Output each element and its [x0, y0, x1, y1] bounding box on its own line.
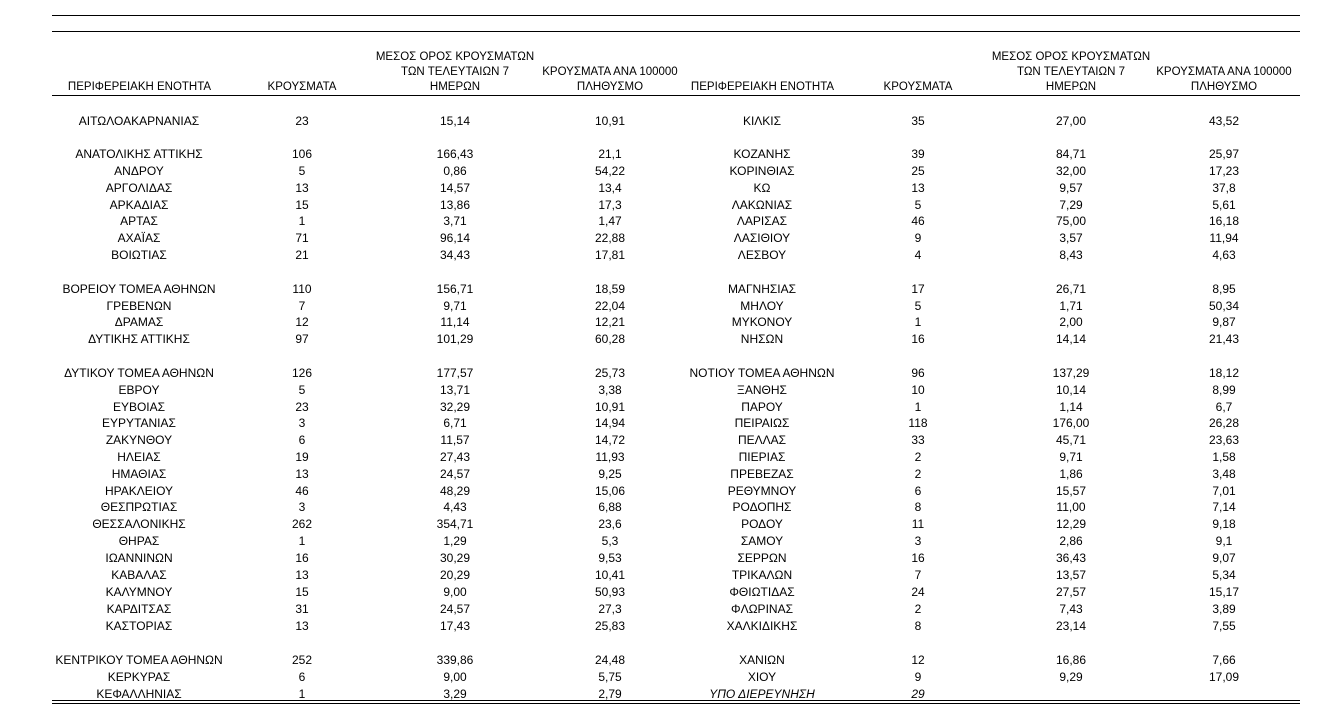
- left-cell-region: ΒΟΡΕΙΟΥ ΤΟΜΕΑ ΑΘΗΝΩΝ: [62, 282, 216, 296]
- left-cell-avg: 20,29: [439, 568, 471, 582]
- right-cell-cases: 96: [911, 366, 925, 380]
- right-cell-region: ΡΕΘΥΜΝΟΥ: [727, 484, 797, 498]
- left-cell-region: ΔΡΑΜΑΣ: [114, 315, 164, 329]
- left-cell-cases: 6: [298, 433, 306, 447]
- right-cell-cases: 2: [914, 602, 922, 616]
- left-cell-avg: 156,71: [436, 282, 474, 296]
- right-cell-per100k: 43,52: [1208, 114, 1240, 128]
- right-cell-region: ΞΑΝΘΗΣ: [737, 383, 787, 397]
- right-cell-cases: 1: [914, 400, 922, 414]
- right-cell-avg: 36,43: [1055, 551, 1087, 565]
- left-cell-cases: 15: [295, 198, 309, 212]
- right-cell-per100k: 25,97: [1208, 147, 1240, 161]
- left-cell-avg: 3,29: [443, 687, 467, 701]
- right-cell-region: ΝΟΤΙΟΥ ΤΟΜΕΑ ΑΘΗΝΩΝ: [689, 366, 835, 380]
- right-cell-cases: 33: [911, 433, 925, 447]
- right-cell-cases: 9: [914, 670, 922, 684]
- left-cell-region: ΔΥΤΙΚΗΣ ΑΤΤΙΚΗΣ: [88, 332, 190, 346]
- right-cell-avg: 9,71: [1059, 450, 1083, 464]
- left-cell-region: ΗΡΑΚΛΕΙΟΥ: [104, 484, 174, 498]
- left-cell-region: ΑΙΤΩΛΟΑΚΑΡΝΑΝΙΑΣ: [78, 114, 200, 128]
- left-cell-per100k: 3,38: [598, 383, 622, 397]
- left-cell-region: ΚΕΡΚΥΡΑΣ: [107, 670, 171, 684]
- left-cell-cases: 13: [295, 568, 309, 582]
- right-cell-per100k: 18,12: [1208, 366, 1240, 380]
- right-cell-cases: 6: [914, 484, 922, 498]
- left-cell-per100k: 25,73: [594, 366, 626, 380]
- right-cell-per100k: 15,17: [1208, 585, 1240, 599]
- left-cell-per100k: 24,48: [594, 653, 626, 667]
- left-cell-per100k: 50,93: [594, 585, 626, 599]
- right-cell-avg: 27,57: [1055, 585, 1087, 599]
- right-cell-per100k: 7,55: [1212, 619, 1236, 633]
- table-bottom-rule-2: [52, 703, 1300, 704]
- right-cell-per100k: 8,99: [1212, 383, 1236, 397]
- left-cell-per100k: 17,81: [594, 248, 626, 262]
- right-cell-cases: 16: [911, 551, 925, 565]
- right-cell-region: ΜΑΓΝΗΣΙΑΣ: [727, 282, 797, 296]
- right-cell-avg: 1,71: [1059, 299, 1083, 313]
- left-cell-region: ΑΡΚΑΔΙΑΣ: [109, 198, 169, 212]
- right-cell-per100k: 50,34: [1208, 299, 1240, 313]
- right-cell-per100k: 9,18: [1212, 517, 1236, 531]
- left-cell-per100k: 18,59: [594, 282, 626, 296]
- right-cell-cases: 24: [911, 585, 925, 599]
- left-cell-avg: 34,43: [439, 248, 471, 262]
- left-cell-per100k: 60,28: [594, 332, 626, 346]
- left-cell-avg: 11,57: [440, 433, 470, 447]
- left-cell-cases: 15: [295, 585, 309, 599]
- right-cell-avg: 9,57: [1059, 181, 1083, 195]
- left-cell-cases: 110: [292, 282, 312, 296]
- right-cell-region: ΜΥΚΟΝΟΥ: [731, 315, 793, 329]
- right-cell-region: ΜΗΛΟΥ: [740, 299, 784, 313]
- left-cell-avg: 166,43: [436, 147, 474, 161]
- right-cell-cases: 25: [911, 164, 925, 178]
- right-cell-avg: 23,14: [1055, 619, 1087, 633]
- left-cell-avg: 17,43: [439, 619, 471, 633]
- left-cell-region: ΑΝΑΤΟΛΙΚΗΣ ΑΤΤΙΚΗΣ: [75, 147, 203, 161]
- right-cell-avg: 12,29: [1055, 517, 1087, 531]
- right-cell-region: ΛΑΡΙΣΑΣ: [736, 214, 788, 228]
- right-cell-avg: 7,29: [1059, 198, 1083, 212]
- left-cell-avg: 4,43: [443, 500, 467, 514]
- right-cell-region: ΧΙΟΥ: [747, 670, 777, 684]
- left-cell-per100k: 9,25: [598, 467, 622, 481]
- header-avg-right-3: ΗΜΕΡΩΝ: [1045, 81, 1097, 93]
- right-cell-per100k: 17,23: [1208, 164, 1240, 178]
- right-cell-region: ΧΑΝΙΩΝ: [739, 653, 785, 667]
- left-cell-avg: 1,29: [443, 534, 467, 548]
- top-rule: [52, 15, 1300, 16]
- header-per100k-left-1: ΚΡΟΥΣΜΑΤΑ ΑΝΑ 100000: [542, 66, 678, 78]
- header-region-left: ΠΕΡΙΦΕΡΕΙΑΚΗ ΕΝΟΤΗΤΑ: [67, 81, 212, 93]
- left-cell-cases: 1: [298, 534, 306, 548]
- right-cell-region: ΠΕΙΡΑΙΩΣ: [734, 416, 790, 430]
- header-per100k-right-2: ΠΛΗΘΥΣΜΟ: [1190, 81, 1258, 93]
- right-cell-per100k: 9,07: [1212, 551, 1236, 565]
- left-cell-avg: 0,86: [443, 164, 467, 178]
- left-cell-cases: 7: [298, 299, 306, 313]
- right-cell-region: ΠΕΛΛΑΣ: [737, 433, 787, 447]
- right-cell-cases: 35: [911, 114, 925, 128]
- left-cell-cases: 97: [295, 332, 309, 346]
- left-cell-avg: 30,29: [439, 551, 471, 565]
- right-cell-per100k: 5,61: [1212, 198, 1236, 212]
- left-cell-region: ΚΕΝΤΡΙΚΟΥ ΤΟΜΕΑ ΑΘΗΝΩΝ: [55, 653, 223, 667]
- left-cell-cases: 13: [295, 619, 309, 633]
- left-cell-region: ΑΡΤΑΣ: [120, 214, 158, 228]
- left-cell-avg: 3,71: [443, 214, 467, 228]
- header-region-right: ΠΕΡΙΦΕΡΕΙΑΚΗ ΕΝΟΤΗΤΑ: [690, 81, 835, 93]
- right-cell-avg: 26,71: [1055, 282, 1087, 296]
- right-cell-per100k: 37,8: [1212, 181, 1236, 195]
- left-cell-region: ΙΩΑΝΝΙΝΩΝ: [105, 551, 173, 565]
- left-cell-region: ΒΟΙΩΤΙΑΣ: [111, 248, 167, 262]
- left-cell-avg: 9,00: [443, 585, 467, 599]
- left-cell-avg: 96,14: [439, 231, 471, 245]
- left-cell-per100k: 10,41: [594, 568, 626, 582]
- left-cell-avg: 48,29: [439, 484, 471, 498]
- right-cell-avg: 45,71: [1055, 433, 1087, 447]
- right-cell-avg: 2,00: [1059, 315, 1083, 329]
- left-cell-per100k: 15,06: [594, 484, 626, 498]
- right-cell-avg: 84,71: [1055, 147, 1087, 161]
- right-cell-region: ΚΩ: [753, 181, 771, 195]
- left-cell-region: ΘΗΡΑΣ: [118, 534, 160, 548]
- right-cell-region: ΝΗΣΩΝ: [740, 332, 784, 346]
- left-cell-cases: 46: [295, 484, 309, 498]
- right-cell-avg: 9,29: [1059, 670, 1083, 684]
- header-avg-left-3: ΗΜΕΡΩΝ: [429, 81, 481, 93]
- right-cell-region: ΦΛΩΡΙΝΑΣ: [731, 602, 793, 616]
- right-cell-cases: 9: [914, 231, 922, 245]
- left-cell-avg: 27,43: [439, 450, 471, 464]
- left-cell-region: ΓΡΕΒΕΝΩΝ: [106, 299, 172, 313]
- header-avg-right-1: ΜΕΣΟΣ ΟΡΟΣ ΚΡΟΥΣΜΑΤΩΝ: [991, 51, 1151, 63]
- right-cell-per100k: 23,63: [1208, 433, 1240, 447]
- left-cell-cases: 13: [295, 467, 309, 481]
- right-cell-per100k: 17,09: [1208, 670, 1240, 684]
- left-cell-cases: 19: [295, 450, 309, 464]
- header-avg-right-2: ΤΩΝ ΤΕΛΕΥΤΑΙΩΝ 7: [1017, 66, 1125, 78]
- left-cell-avg: 9,71: [443, 299, 467, 313]
- right-cell-avg: 15,57: [1055, 484, 1087, 498]
- right-cell-avg: 10,14: [1055, 383, 1087, 397]
- right-cell-cases: 13: [911, 181, 925, 195]
- right-cell-per100k: 26,28: [1208, 416, 1240, 430]
- right-cell-region: ΤΡΙΚΑΛΩΝ: [731, 568, 793, 582]
- left-cell-region: ΘΕΣΣΑΛΟΝΙΚΗΣ: [92, 517, 186, 531]
- left-cell-per100k: 1,47: [598, 214, 622, 228]
- left-cell-cases: 3: [298, 500, 306, 514]
- right-cell-avg: 16,86: [1055, 653, 1087, 667]
- left-cell-region: ΕΥΡΥΤΑΝΙΑΣ: [102, 416, 176, 430]
- right-cell-avg: 11,00: [1056, 500, 1086, 514]
- right-cell-cases: 12: [911, 653, 925, 667]
- left-cell-per100k: 27,3: [598, 602, 622, 616]
- right-cell-region: ΛΑΣΙΘΙΟΥ: [733, 231, 791, 245]
- right-cell-cases: 7: [914, 568, 922, 582]
- right-cell-per100k: 7,14: [1212, 500, 1236, 514]
- right-cell-per100k: 1,58: [1212, 450, 1236, 464]
- right-cell-per100k: 7,01: [1212, 484, 1236, 498]
- left-cell-cases: 16: [295, 551, 309, 565]
- right-cell-cases: 8: [914, 619, 922, 633]
- left-cell-region: ΔΥΤΙΚΟΥ ΤΟΜΕΑ ΑΘΗΝΩΝ: [64, 366, 214, 380]
- right-cell-per100k: 21,43: [1208, 332, 1240, 346]
- right-cell-region: ΠΙΕΡΙΑΣ: [738, 450, 786, 464]
- right-cell-per100k: 9,87: [1212, 315, 1236, 329]
- left-cell-per100k: 6,88: [598, 500, 622, 514]
- table-top-rule: [52, 31, 1300, 32]
- left-cell-avg: 24,57: [439, 467, 471, 481]
- left-cell-per100k: 5,3: [601, 534, 619, 548]
- right-cell-region: ΥΠΟ ΔΙΕΡΕΥΝΗΣΗ: [709, 687, 815, 701]
- right-cell-cases: 5: [914, 299, 922, 313]
- left-cell-avg: 32,29: [439, 400, 471, 414]
- left-cell-region: ΚΑΣΤΟΡΙΑΣ: [105, 619, 173, 633]
- left-cell-per100k: 23,6: [598, 517, 622, 531]
- left-cell-cases: 126: [291, 366, 313, 380]
- left-cell-region: ΕΥΒΟΙΑΣ: [112, 400, 166, 414]
- left-cell-avg: 13,71: [439, 383, 471, 397]
- left-cell-cases: 262: [291, 517, 313, 531]
- left-cell-cases: 12: [295, 315, 309, 329]
- header-cases-right: ΚΡΟΥΣΜΑΤΑ: [883, 81, 953, 93]
- left-cell-per100k: 22,04: [594, 299, 626, 313]
- left-cell-per100k: 12,21: [594, 315, 626, 329]
- right-cell-cases: 16: [911, 332, 925, 346]
- right-cell-region: ΚΟΖΑΝΗΣ: [733, 147, 791, 161]
- right-cell-avg: 137,29: [1052, 366, 1090, 380]
- left-cell-cases: 13: [295, 181, 309, 195]
- left-cell-cases: 5: [298, 383, 306, 397]
- right-cell-region: ΣΑΜΟΥ: [740, 534, 784, 548]
- left-cell-per100k: 13,4: [598, 181, 622, 195]
- left-cell-cases: 252: [291, 653, 313, 667]
- left-cell-cases: 71: [295, 231, 309, 245]
- right-cell-region: ΡΟΔΟΠΗΣ: [732, 500, 792, 514]
- right-cell-cases: 39: [911, 147, 925, 161]
- left-cell-avg: 15,14: [439, 114, 471, 128]
- right-cell-per100k: 5,34: [1212, 568, 1236, 582]
- left-cell-cases: 21: [295, 248, 309, 262]
- left-cell-avg: 9,00: [443, 670, 467, 684]
- header-per100k-right-1: ΚΡΟΥΣΜΑΤΑ ΑΝΑ 100000: [1156, 66, 1292, 78]
- left-cell-per100k: 5,75: [598, 670, 622, 684]
- left-cell-cases: 106: [291, 147, 313, 161]
- right-cell-avg: 32,00: [1055, 164, 1087, 178]
- left-cell-cases: 1: [298, 214, 306, 228]
- left-cell-region: ΖΑΚΥΝΘΟΥ: [105, 433, 173, 447]
- right-cell-cases: 118: [908, 416, 928, 430]
- right-cell-avg: 2,86: [1059, 534, 1083, 548]
- right-cell-cases: 1: [914, 315, 922, 329]
- right-cell-per100k: 16,18: [1208, 214, 1240, 228]
- left-cell-avg: 6,71: [443, 416, 467, 430]
- right-cell-per100k: 9,1: [1215, 534, 1233, 548]
- right-cell-region: ΠΑΡΟΥ: [741, 400, 783, 414]
- left-cell-region: ΑΝΔΡΟΥ: [114, 164, 164, 178]
- left-cell-region: ΕΒΡΟΥ: [118, 383, 160, 397]
- right-cell-avg: 13,57: [1055, 568, 1087, 582]
- right-cell-avg: 75,00: [1055, 214, 1087, 228]
- left-cell-avg: 24,57: [439, 602, 471, 616]
- left-cell-region: ΑΡΓΟΛΙΔΑΣ: [105, 181, 173, 195]
- left-cell-per100k: 2,79: [598, 687, 622, 701]
- right-cell-region: ΠΡΕΒΕΖΑΣ: [730, 467, 794, 481]
- left-cell-per100k: 14,72: [594, 433, 626, 447]
- left-cell-cases: 1: [298, 687, 306, 701]
- left-cell-avg: 13,86: [439, 198, 471, 212]
- right-cell-avg: 1,86: [1059, 467, 1083, 481]
- left-cell-per100k: 21,1: [598, 147, 622, 161]
- left-cell-per100k: 14,94: [594, 416, 626, 430]
- left-cell-region: ΗΜΑΘΙΑΣ: [111, 467, 167, 481]
- right-cell-cases: 17: [911, 282, 925, 296]
- left-cell-region: ΘΕΣΠΡΩΤΙΑΣ: [100, 500, 178, 514]
- header-bottom-rule: [52, 95, 1300, 96]
- left-cell-region: ΗΛΕΙΑΣ: [117, 450, 161, 464]
- right-cell-cases: 46: [911, 214, 925, 228]
- left-cell-avg: 11,14: [440, 315, 470, 329]
- right-cell-avg: 14,14: [1055, 332, 1087, 346]
- right-cell-avg: 7,43: [1059, 602, 1083, 616]
- left-cell-cases: 5: [298, 164, 306, 178]
- right-cell-cases: 3: [914, 534, 922, 548]
- left-cell-per100k: 22,88: [594, 231, 626, 245]
- left-cell-cases: 6: [298, 670, 306, 684]
- right-cell-region: ΚΟΡΙΝΘΙΑΣ: [729, 164, 795, 178]
- right-cell-region: ΛΕΣΒΟΥ: [737, 248, 787, 262]
- left-cell-per100k: 54,22: [594, 164, 626, 178]
- left-cell-avg: 101,29: [436, 332, 474, 346]
- right-cell-region: ΚΙΛΚΙΣ: [742, 114, 782, 128]
- right-cell-avg: 3,57: [1059, 231, 1083, 245]
- right-cell-cases: 5: [914, 198, 922, 212]
- right-cell-per100k: 8,95: [1212, 282, 1236, 296]
- header-avg-left-1: ΜΕΣΟΣ ΟΡΟΣ ΚΡΟΥΣΜΑΤΩΝ: [375, 51, 535, 63]
- left-cell-region: ΚΕΦΑΛΛΗΝΙΑΣ: [96, 687, 182, 701]
- right-cell-region: ΛΑΚΩΝΙΑΣ: [731, 198, 793, 212]
- right-cell-per100k: 11,94: [1209, 231, 1239, 245]
- header-per100k-left-2: ΠΛΗΘΥΣΜΟ: [576, 81, 644, 93]
- left-cell-per100k: 11,93: [595, 450, 625, 464]
- right-cell-region: ΧΑΛΚΙΔΙΚΗΣ: [726, 619, 798, 633]
- left-cell-cases: 3: [298, 416, 306, 430]
- right-cell-per100k: 4,63: [1212, 248, 1236, 262]
- right-cell-per100k: 6,7: [1215, 400, 1233, 414]
- right-cell-cases: 2: [914, 450, 922, 464]
- left-cell-region: ΚΑΒΑΛΑΣ: [111, 568, 167, 582]
- right-cell-region: ΦΘΙΩΤΙΔΑΣ: [729, 585, 795, 599]
- right-cell-cases: 8: [914, 500, 922, 514]
- left-cell-region: ΚΑΛΥΜΝΟΥ: [105, 585, 173, 599]
- header-cases-left: ΚΡΟΥΣΜΑΤΑ: [267, 81, 337, 93]
- right-cell-cases: 2: [914, 467, 922, 481]
- left-cell-avg: 339,86: [436, 653, 474, 667]
- right-cell-cases: 4: [914, 248, 922, 262]
- left-cell-cases: 23: [295, 114, 309, 128]
- right-cell-per100k: 7,66: [1212, 653, 1236, 667]
- header-avg-left-2: ΤΩΝ ΤΕΛΕΥΤΑΙΩΝ 7: [401, 66, 509, 78]
- left-cell-avg: 14,57: [439, 181, 471, 195]
- left-cell-avg: 177,57: [436, 366, 474, 380]
- left-cell-per100k: 25,83: [594, 619, 626, 633]
- left-cell-per100k: 9,53: [598, 551, 622, 565]
- right-cell-region: ΡΟΔΟΥ: [741, 517, 783, 531]
- right-cell-region: ΣΕΡΡΩΝ: [737, 551, 787, 565]
- right-cell-avg: 1,14: [1059, 400, 1083, 414]
- right-cell-cases: 11: [911, 517, 925, 531]
- right-cell-cases: 10: [911, 383, 925, 397]
- right-cell-per100k: 3,89: [1212, 602, 1236, 616]
- right-cell-avg: 27,00: [1055, 114, 1087, 128]
- left-cell-region: ΑΧΑΪΑΣ: [117, 231, 161, 245]
- right-cell-avg: 176,00: [1052, 416, 1090, 430]
- right-cell-avg: 8,43: [1059, 248, 1083, 262]
- left-cell-per100k: 17,3: [598, 198, 622, 212]
- left-cell-avg: 354,71: [436, 517, 474, 531]
- right-cell-per100k: 3,48: [1212, 467, 1236, 481]
- left-cell-region: ΚΑΡΔΙΤΣΑΣ: [106, 602, 172, 616]
- left-cell-per100k: 10,91: [594, 114, 626, 128]
- left-cell-cases: 23: [295, 400, 309, 414]
- left-cell-cases: 31: [295, 602, 309, 616]
- left-cell-per100k: 10,91: [594, 400, 626, 414]
- right-cell-cases: 29: [911, 687, 925, 701]
